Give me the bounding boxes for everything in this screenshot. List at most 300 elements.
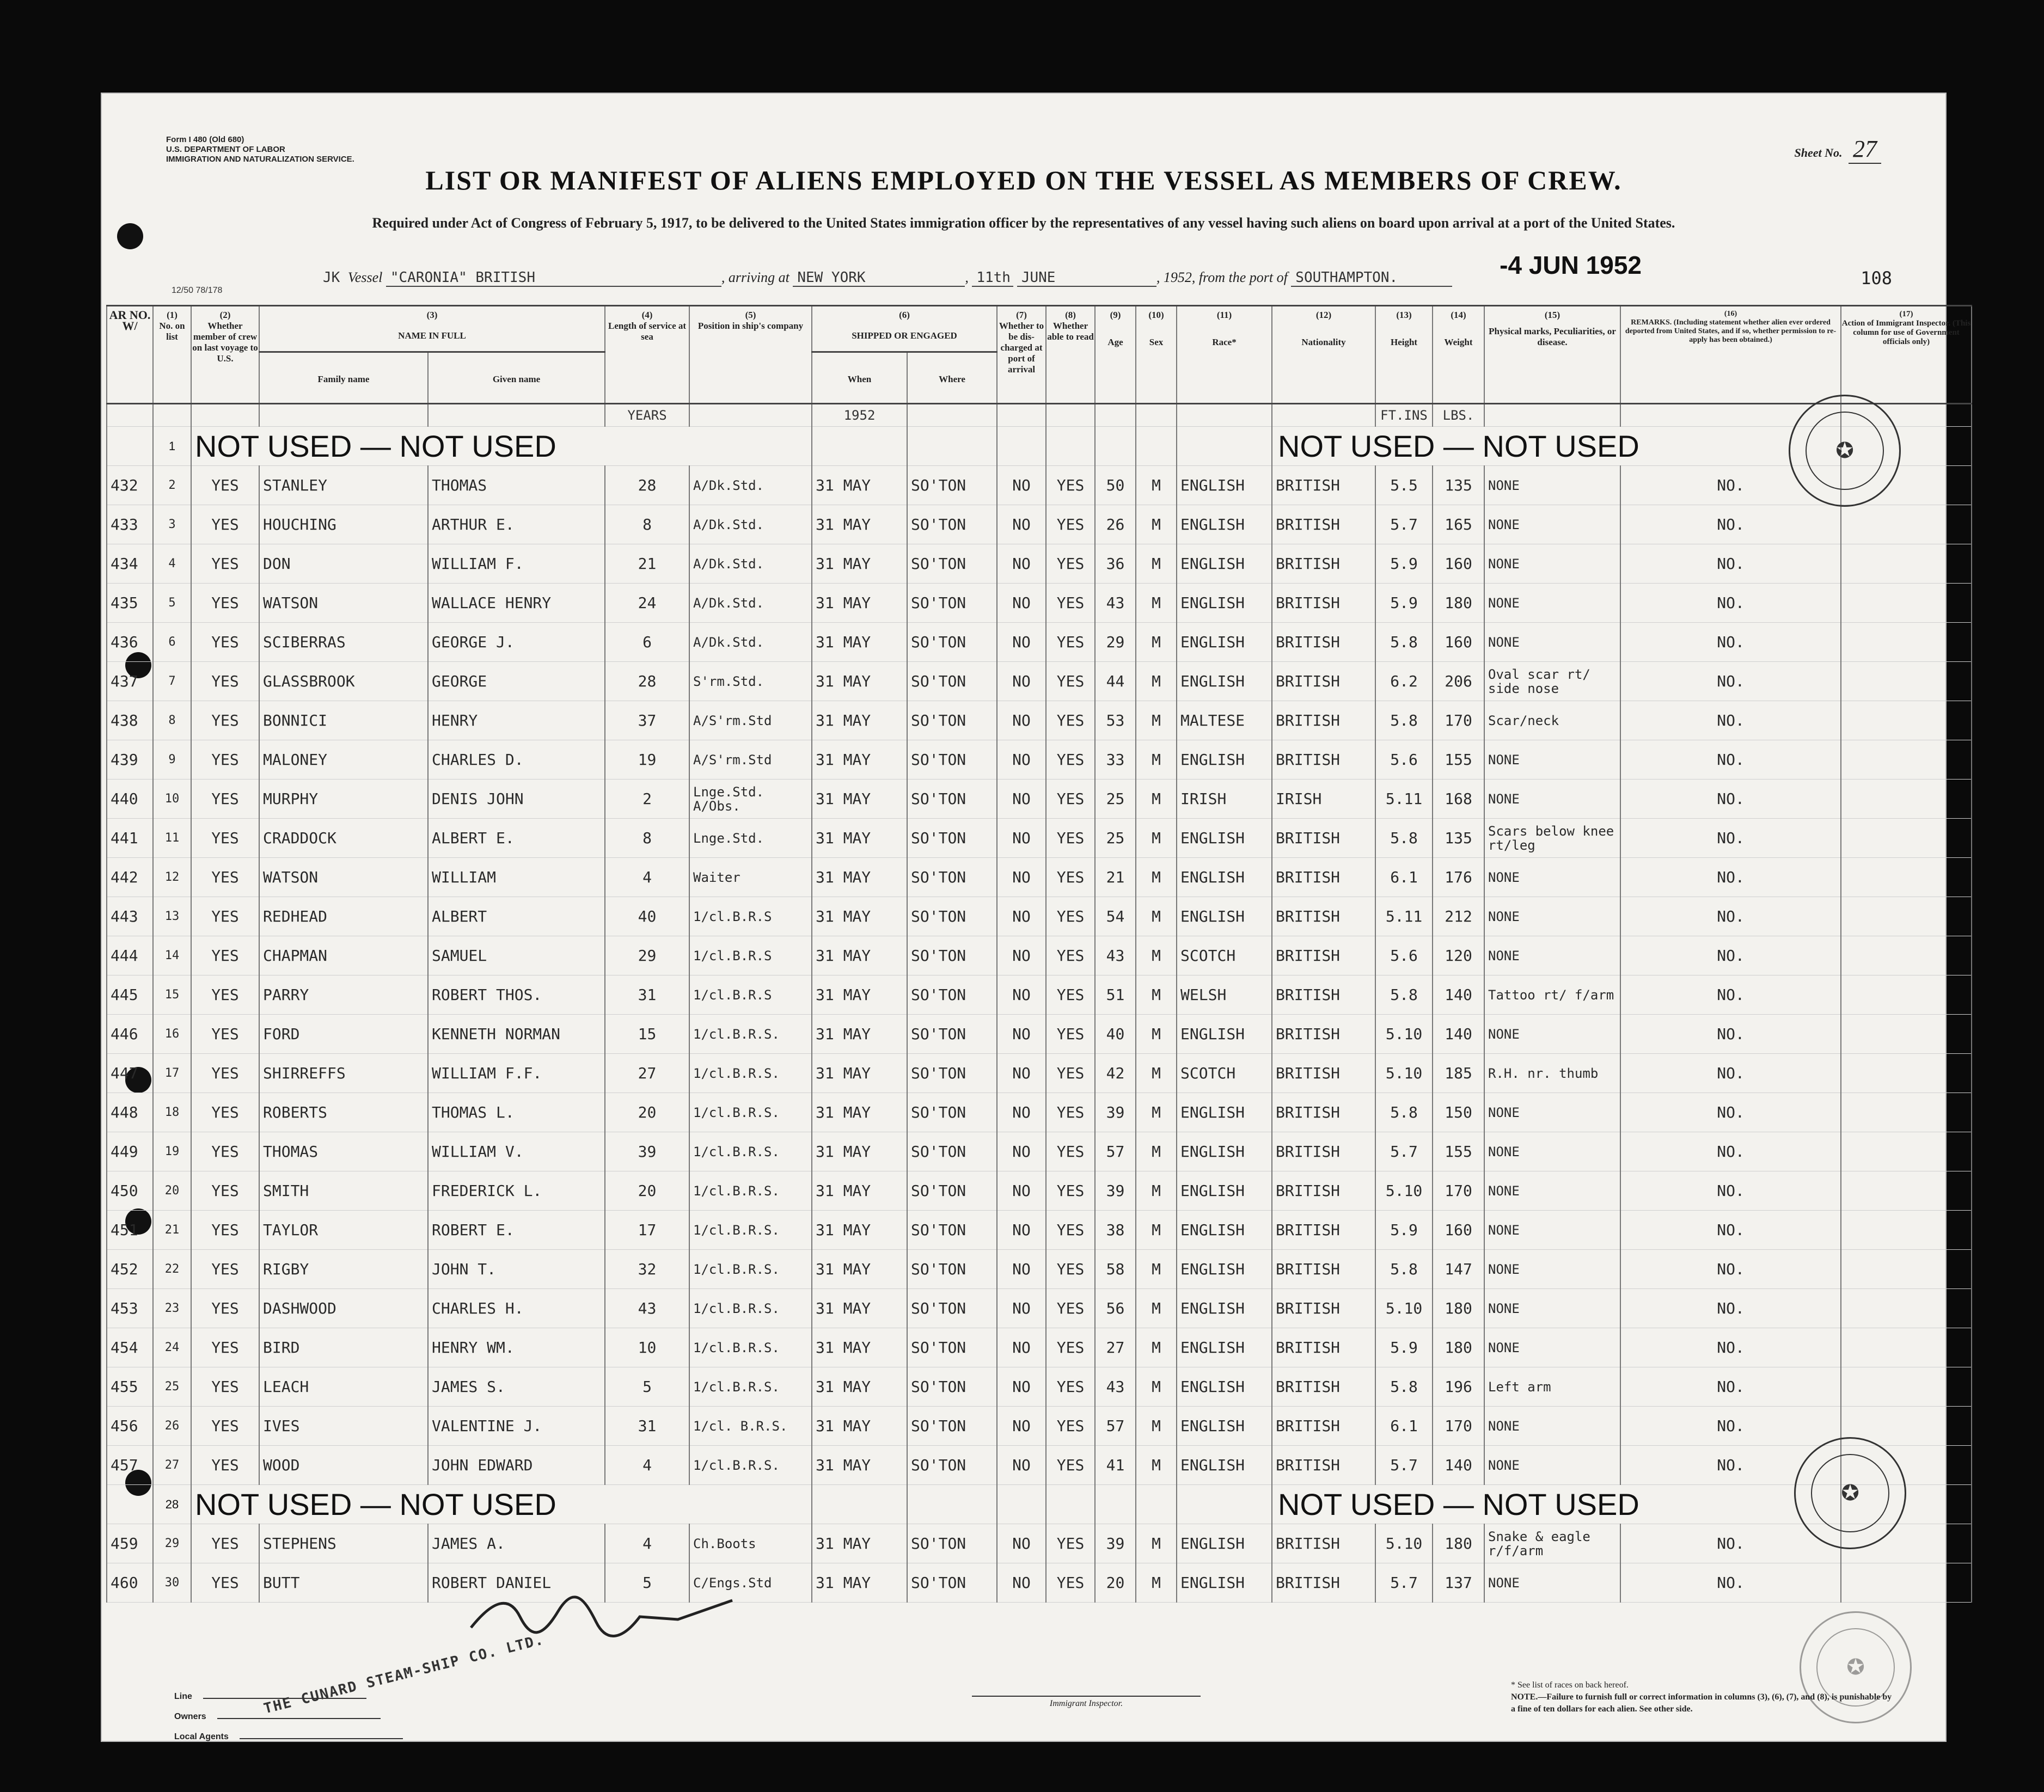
cell-where: SO'TON: [907, 1524, 997, 1563]
cell-crew: YES: [191, 623, 259, 662]
cell-ar: 443: [107, 897, 153, 936]
crew-row: [107, 858, 1972, 897]
cell-family: WOOD: [259, 1446, 428, 1485]
cell-weight: 140: [1433, 975, 1484, 1015]
vessel-prefix: JK: [323, 269, 340, 286]
cell-height: 5.8: [1375, 975, 1433, 1015]
cell-service: 2: [605, 780, 689, 819]
cell-disch: NO: [997, 780, 1046, 819]
cell-given: WILLIAM: [428, 858, 605, 897]
cell-service: 20: [605, 1093, 689, 1132]
cell-remarks: NO.: [1620, 780, 1841, 819]
cell-disch: NO: [997, 1250, 1046, 1289]
cell-disch: NO: [997, 1211, 1046, 1250]
cell-age: 57: [1095, 1407, 1136, 1446]
cell-ar: 438: [107, 701, 153, 740]
cell-read: YES: [1046, 505, 1095, 544]
cell-family: WATSON: [259, 584, 428, 623]
cell-weight: 165: [1433, 505, 1484, 544]
cell-service: 8: [605, 819, 689, 858]
cell-age: 26: [1095, 505, 1136, 544]
form-service: IMMIGRATION AND NATURALIZATION SERVICE.: [166, 155, 354, 164]
cell-sex: M: [1136, 505, 1177, 544]
cell-given: WILLIAM F.: [428, 544, 605, 584]
cell-crew: YES: [191, 544, 259, 584]
cell-service: 19: [605, 740, 689, 780]
year-label: 19: [1163, 269, 1178, 285]
cell-sex: M: [1136, 1250, 1177, 1289]
cell-disch: NO: [997, 701, 1046, 740]
cell-marks: NONE: [1484, 1171, 1620, 1211]
cell-crew: YES: [191, 466, 259, 505]
cell-nat: BRITISH: [1272, 701, 1375, 740]
cell-position: 1/cl.B.R.S: [689, 975, 812, 1015]
arriving-label: arriving at: [728, 269, 790, 285]
cell-remarks: NO.: [1620, 740, 1841, 780]
cell-family: REDHEAD: [259, 897, 428, 936]
cell-disch: NO: [997, 1015, 1046, 1054]
cell-no: 10: [153, 780, 191, 819]
cell-height: 5.10: [1375, 1171, 1433, 1211]
cell-remarks: NO.: [1620, 1367, 1841, 1407]
cell-given: VALENTINE J.: [428, 1407, 605, 1446]
cell-height: 5.8: [1375, 1250, 1433, 1289]
cell-ar: 445: [107, 975, 153, 1015]
cell-nat: BRITISH: [1272, 1250, 1375, 1289]
cell-no: 5: [153, 584, 191, 623]
cell-marks: R.H. nr. thumb: [1484, 1054, 1620, 1093]
cell-no: 27: [153, 1446, 191, 1485]
cell-age: 44: [1095, 662, 1136, 701]
cell-position: S'rm.Std.: [689, 662, 812, 701]
cell-given: ALBERT E.: [428, 819, 605, 858]
cell-given: GEORGE J.: [428, 623, 605, 662]
cell-where: SO'TON: [907, 1171, 997, 1211]
cell-position: 1/cl.B.R.S.: [689, 1015, 812, 1054]
cell-sex: M: [1136, 858, 1177, 897]
cell-inspector-action: [1841, 975, 1972, 1015]
cell-no: 12: [153, 858, 191, 897]
cell-race: SCOTCH: [1177, 936, 1272, 975]
cell-read: YES: [1046, 1211, 1095, 1250]
cell-crew: YES: [191, 1367, 259, 1407]
cell-when: 31 MAY: [812, 975, 907, 1015]
cell-remarks: NO.: [1620, 505, 1841, 544]
cell-sex: M: [1136, 780, 1177, 819]
cell-weight: 180: [1433, 1328, 1484, 1367]
cell-race: ENGLISH: [1177, 505, 1272, 544]
crew-row: [107, 1328, 1972, 1367]
cell-ar: 460: [107, 1563, 153, 1603]
cell-where: SO'TON: [907, 1015, 997, 1054]
cell-sex: M: [1136, 544, 1177, 584]
cell-marks: NONE: [1484, 1328, 1620, 1367]
cell-ar: 450: [107, 1171, 153, 1211]
cell-inspector-action: [1841, 1171, 1972, 1211]
arrival-year: 52: [1177, 269, 1192, 285]
cell-sex: M: [1136, 1093, 1177, 1132]
cell-race: ENGLISH: [1177, 1171, 1272, 1211]
cell-race: ENGLISH: [1177, 897, 1272, 936]
unused-row: [107, 427, 1972, 466]
cell-sex: M: [1136, 1132, 1177, 1171]
cell-service: 4: [605, 1524, 689, 1563]
cell-race: ENGLISH: [1177, 1367, 1272, 1407]
cell-position: 1/cl.B.R.S.: [689, 1289, 812, 1328]
cell-sex: M: [1136, 1524, 1177, 1563]
cell-marks: NONE: [1484, 897, 1620, 936]
cell-when: 31 MAY: [812, 1524, 907, 1563]
crew-row: [107, 544, 1972, 584]
cell-race: WELSH: [1177, 975, 1272, 1015]
from-label: from the port of: [1198, 269, 1288, 285]
cell-sex: M: [1136, 623, 1177, 662]
cell-nat: BRITISH: [1272, 584, 1375, 623]
crew-row: [107, 584, 1972, 623]
cell-inspector-action: [1841, 623, 1972, 662]
cell-disch: NO: [997, 1446, 1046, 1485]
cell-nat: BRITISH: [1272, 1289, 1375, 1328]
cell-no: 7: [153, 662, 191, 701]
cell-age: 25: [1095, 819, 1136, 858]
cell-family: SCIBERRAS: [259, 623, 428, 662]
cell-no: 30: [153, 1563, 191, 1603]
cell-when: 31 MAY: [812, 505, 907, 544]
cell-family: ROBERTS: [259, 1093, 428, 1132]
crew-row: [107, 740, 1972, 780]
cell-race: MALTESE: [1177, 701, 1272, 740]
arrival-port: NEW YORK: [793, 269, 965, 287]
cell-no: 23: [153, 1289, 191, 1328]
cell-remarks: NO.: [1620, 1407, 1841, 1446]
cell-race: ENGLISH: [1177, 1250, 1272, 1289]
cell-race: ENGLISH: [1177, 1093, 1272, 1132]
cell-when: 31 MAY: [812, 858, 907, 897]
cell-family: LEACH: [259, 1367, 428, 1407]
cell-weight: 160: [1433, 1211, 1484, 1250]
cell-age: 36: [1095, 544, 1136, 584]
cell-position: A/Dk.Std.: [689, 584, 812, 623]
header-when: When: [812, 352, 907, 404]
cell-position: 1/cl.B.R.S: [689, 897, 812, 936]
crew-row: [107, 1367, 1972, 1407]
cell-position: 1/cl.B.R.S.: [689, 1328, 812, 1367]
cell-nat: BRITISH: [1272, 740, 1375, 780]
cell-nat: BRITISH: [1272, 858, 1375, 897]
cell-remarks: NO.: [1620, 1132, 1841, 1171]
cell-read: YES: [1046, 584, 1095, 623]
cell-where: SO'TON: [907, 1367, 997, 1407]
vessel-name: "CARONIA" BRITISH: [386, 269, 721, 287]
cell-no: 20: [153, 1171, 191, 1211]
cell-family: RIGBY: [259, 1250, 428, 1289]
cell-weight: 147: [1433, 1250, 1484, 1289]
company-stamp: THE CUNARD STEAM-SHIP CO. LTD.: [262, 1631, 546, 1717]
cell-ar: 454: [107, 1328, 153, 1367]
cell-ar: 434: [107, 544, 153, 584]
cell-ar: 457: [107, 1446, 153, 1485]
cell-sex: M: [1136, 1171, 1177, 1211]
cell-marks: Tattoo rt/ f/arm: [1484, 975, 1620, 1015]
cell-when: 31 MAY: [812, 1250, 907, 1289]
cell-height: 5.11: [1375, 780, 1433, 819]
cell-marks: Scar/neck: [1484, 701, 1620, 740]
eagle-icon: ✪: [1806, 412, 1884, 490]
cell-disch: NO: [997, 1328, 1046, 1367]
handwritten-signature: [460, 1579, 743, 1649]
cell-weight: 120: [1433, 936, 1484, 975]
header-age: (9) Age: [1095, 306, 1136, 404]
cell-when: 31 MAY: [812, 1015, 907, 1054]
cell-weight: 150: [1433, 1093, 1484, 1132]
cell-given: JAMES S.: [428, 1367, 605, 1407]
cell-marks: NONE: [1484, 1407, 1620, 1446]
cell-weight: 135: [1433, 819, 1484, 858]
cell-inspector-action: [1841, 1211, 1972, 1250]
not-used-label: NOT USED — NOT USED: [191, 427, 812, 466]
document-title: LIST OR MANIFEST OF ALIENS EMPLOYED ON THE VESSEL AS MEMBERS OF CREW.: [425, 165, 1622, 195]
cell-position: 1/cl.B.R.S.: [689, 1446, 812, 1485]
cell-marks: NONE: [1484, 780, 1620, 819]
cell-height: 5.6: [1375, 740, 1433, 780]
cell-inspector-action: [1841, 858, 1972, 897]
cell-family: SHIRREFFS: [259, 1054, 428, 1093]
header-physical-marks: (15) Physical marks, Peculiarities, or disease.: [1484, 306, 1620, 404]
cell-remarks: NO.: [1620, 701, 1841, 740]
cell-race: ENGLISH: [1177, 1563, 1272, 1603]
cell-where: SO'TON: [907, 936, 997, 975]
cell-where: SO'TON: [907, 740, 997, 780]
header-length-service: (4) Length of service at sea: [605, 306, 689, 404]
not-used-label: NOT USED — NOT USED: [191, 1485, 812, 1524]
units-row: [107, 404, 1972, 427]
cell-read: YES: [1046, 1171, 1095, 1211]
cell-family: BUTT: [259, 1563, 428, 1603]
cell-ar: 456: [107, 1407, 153, 1446]
punch-hole: [117, 223, 143, 249]
cell-when: 31 MAY: [812, 1446, 907, 1485]
cell-sex: M: [1136, 662, 1177, 701]
cell-sex: M: [1136, 466, 1177, 505]
header-height: (13) Height: [1375, 306, 1433, 404]
cell-crew: YES: [191, 1132, 259, 1171]
cell-disch: NO: [997, 975, 1046, 1015]
cell-service: 28: [605, 466, 689, 505]
cell-family: GLASSBROOK: [259, 662, 428, 701]
crew-row: [107, 1171, 1972, 1211]
cell-when: 31 MAY: [812, 662, 907, 701]
cell-race: ENGLISH: [1177, 1015, 1272, 1054]
cell-disch: NO: [997, 740, 1046, 780]
cell-nat: BRITISH: [1272, 936, 1375, 975]
cell-crew: YES: [191, 858, 259, 897]
cell-position: 1/cl.B.R.S.: [689, 1250, 812, 1289]
cell-position: A/S'rm.Std: [689, 701, 812, 740]
cell-weight: 160: [1433, 623, 1484, 662]
cell-remarks: NO.: [1620, 858, 1841, 897]
cell-disch: NO: [997, 466, 1046, 505]
cell-disch: NO: [997, 584, 1046, 623]
cell-inspector-action: [1841, 1132, 1972, 1171]
cell-when: 31 MAY: [812, 1054, 907, 1093]
cell-nat: BRITISH: [1272, 897, 1375, 936]
cell-height: 5.10: [1375, 1524, 1433, 1563]
cell-weight: 206: [1433, 662, 1484, 701]
cell-service: 40: [605, 897, 689, 936]
cell-disch: NO: [997, 544, 1046, 584]
cell-read: YES: [1046, 740, 1095, 780]
crew-row: [107, 897, 1972, 936]
cell-where: SO'TON: [907, 701, 997, 740]
cell-height: 5.11: [1375, 897, 1433, 936]
cell-disch: NO: [997, 1563, 1046, 1603]
cell-read: YES: [1046, 1093, 1095, 1132]
cell-marks: NONE: [1484, 1015, 1620, 1054]
crew-row: [107, 1250, 1972, 1289]
cell-where: SO'TON: [907, 623, 997, 662]
cell-family: BONNICI: [259, 701, 428, 740]
cell-marks: NONE: [1484, 936, 1620, 975]
cell-family: HOUCHING: [259, 505, 428, 544]
cell-given: SAMUEL: [428, 936, 605, 975]
cell-remarks: NO.: [1620, 1328, 1841, 1367]
header-position: (5) Position in ship's company: [689, 306, 812, 404]
cell-age: 43: [1095, 584, 1136, 623]
cell-inspector-action: [1841, 1054, 1972, 1093]
cell-nat: BRITISH: [1272, 1093, 1375, 1132]
cell-where: SO'TON: [907, 1563, 997, 1603]
header-name-in-full: (3) NAME IN FULL: [259, 306, 605, 352]
cell-disch: NO: [997, 1289, 1046, 1328]
row-ar-number: [107, 427, 153, 466]
cell-where: SO'TON: [907, 1328, 997, 1367]
not-used-label: NOT USED — NOT USED: [1272, 427, 1841, 466]
cell-service: 27: [605, 1054, 689, 1093]
cell-service: 6: [605, 623, 689, 662]
cell-crew: YES: [191, 505, 259, 544]
cell-age: 33: [1095, 740, 1136, 780]
cell-sex: M: [1136, 819, 1177, 858]
cell-where: SO'TON: [907, 584, 997, 623]
cell-height: 5.5: [1375, 466, 1433, 505]
cell-crew: YES: [191, 1328, 259, 1367]
cell-sex: M: [1136, 975, 1177, 1015]
cell-when: 31 MAY: [812, 1289, 907, 1328]
vessel-line: JK Vessel "CARONIA" BRITISH , arriving at NEW YORK , 11th JUNE , 1952, from the port of SOUTHAMPTON.: [319, 269, 1767, 287]
crew-row: [107, 1054, 1972, 1093]
cell-when: 31 MAY: [812, 1367, 907, 1407]
cell-weight: 160: [1433, 544, 1484, 584]
cell-read: YES: [1046, 1367, 1095, 1407]
arrival-day: 11th: [972, 269, 1013, 287]
cell-marks: NONE: [1484, 505, 1620, 544]
cell-race: SCOTCH: [1177, 1054, 1272, 1093]
cell-when: 31 MAY: [812, 1563, 907, 1603]
cell-where: SO'TON: [907, 1289, 997, 1328]
cell-no: 22: [153, 1250, 191, 1289]
cell-height: 5.10: [1375, 1015, 1433, 1054]
cell-family: MALONEY: [259, 740, 428, 780]
cell-marks: Snake & eagle r/f/arm: [1484, 1524, 1620, 1563]
cell-disch: NO: [997, 662, 1046, 701]
penalty-note: NOTE.—Failure to furnish full or correct information in columns (3), (6), (7), and (8), is punishable by a fine of ten dollars for each alien. See other side.: [1511, 1692, 1892, 1714]
cell-height: 5.8: [1375, 1093, 1433, 1132]
cell-age: 54: [1095, 897, 1136, 936]
cell-disch: NO: [997, 1054, 1046, 1093]
crew-row: [107, 1211, 1972, 1250]
cell-age: 40: [1095, 1015, 1136, 1054]
cell-sex: M: [1136, 740, 1177, 780]
cell-given: CHARLES D.: [428, 740, 605, 780]
cell-sex: M: [1136, 1211, 1177, 1250]
cell-when: 31 MAY: [812, 1407, 907, 1446]
cell-weight: 137: [1433, 1563, 1484, 1603]
cell-service: 31: [605, 975, 689, 1015]
cell-where: SO'TON: [907, 544, 997, 584]
cell-read: YES: [1046, 1524, 1095, 1563]
cell-ar: 452: [107, 1250, 153, 1289]
cell-position: A/Dk.Std.: [689, 505, 812, 544]
cell-inspector-action: [1841, 1015, 1972, 1054]
cell-crew: YES: [191, 1289, 259, 1328]
cell-no: 15: [153, 975, 191, 1015]
cell-service: 4: [605, 858, 689, 897]
date-stamp: -4 JUN 1952: [1500, 251, 1642, 279]
cell-nat: BRITISH: [1272, 1367, 1375, 1407]
cell-read: YES: [1046, 1328, 1095, 1367]
cell-age: 29: [1095, 623, 1136, 662]
cell-height: 5.9: [1375, 584, 1433, 623]
cell-where: SO'TON: [907, 1250, 997, 1289]
cell-age: 39: [1095, 1524, 1136, 1563]
cell-no: 21: [153, 1211, 191, 1250]
cell-no: 14: [153, 936, 191, 975]
consulate-seal: [1789, 395, 1901, 507]
cell-family: CHAPMAN: [259, 936, 428, 975]
cell-when: 31 MAY: [812, 701, 907, 740]
eagle-icon: ✪: [1811, 1454, 1889, 1532]
cell-read: YES: [1046, 1250, 1095, 1289]
cell-remarks: NO.: [1620, 1524, 1841, 1563]
crew-row: [107, 623, 1972, 662]
cell-disch: NO: [997, 897, 1046, 936]
cell-disch: NO: [997, 819, 1046, 858]
footer-note: [1511, 1679, 1898, 1715]
crew-row: [107, 819, 1972, 858]
cell-remarks: NO.: [1620, 466, 1841, 505]
cell-position: 1/cl.B.R.S.: [689, 1054, 812, 1093]
cell-race: ENGLISH: [1177, 740, 1272, 780]
cell-read: YES: [1046, 1563, 1095, 1603]
crew-row: [107, 1289, 1972, 1328]
cell-marks: NONE: [1484, 1289, 1620, 1328]
cell-given: WILLIAM V.: [428, 1132, 605, 1171]
cell-no: 2: [153, 466, 191, 505]
cell-inspector-action: [1841, 1328, 1972, 1367]
cell-where: SO'TON: [907, 1132, 997, 1171]
cell-ar: 451: [107, 1211, 153, 1250]
cell-disch: NO: [997, 858, 1046, 897]
cell-remarks: NO.: [1620, 1171, 1841, 1211]
cell-family: TAYLOR: [259, 1211, 428, 1250]
cell-family: SMITH: [259, 1171, 428, 1211]
cell-where: SO'TON: [907, 819, 997, 858]
cell-service: 20: [605, 1171, 689, 1211]
cell-read: YES: [1046, 1407, 1095, 1446]
cell-family: STEPHENS: [259, 1524, 428, 1563]
cell-age: 43: [1095, 936, 1136, 975]
cell-height: 5.9: [1375, 1328, 1433, 1367]
